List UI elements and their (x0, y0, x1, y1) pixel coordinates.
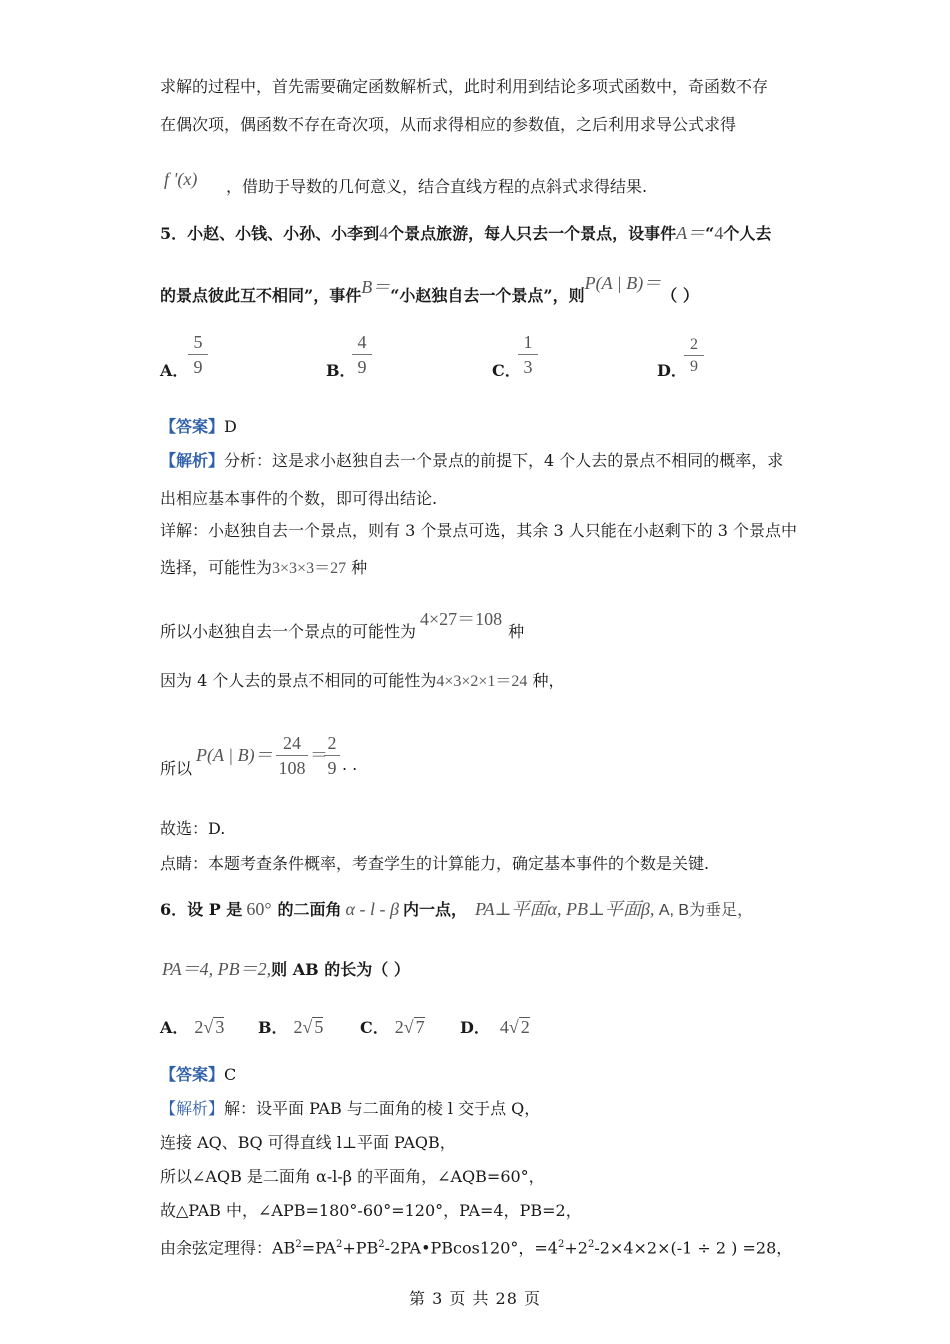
q5-option-a-label: A． (160, 361, 189, 380)
q5-option-b-label: B． (326, 361, 356, 380)
q6-option-a: A． 2√ 3 (160, 1017, 225, 1037)
q5-analysis-line-1: 【解析】分析：这是求小赵独自去一个景点的前提下，4 个人去的景点不相同的概率，求 (160, 451, 784, 470)
q6-option-d: D． 4√ 2 (460, 1017, 530, 1037)
q6-solution-line-2: 连接 AQ、BQ 可得直线 l⊥平面 PAQB， (160, 1133, 456, 1152)
q6-solution-line-1: 【解析】解：设平面 PAB 与二面角的棱 l 交于点 Q， (160, 1099, 541, 1118)
q5-formula-equals: ＝ (310, 745, 328, 765)
q6-solution-line-4: 故△PAB 中，∠APB=180°-60°=120°，PA=4，PB=2， (160, 1201, 582, 1220)
q5-option-d-fraction: 2 9 (684, 336, 704, 375)
q5-option-a-fraction: 5 9 (188, 332, 208, 377)
q5-detail-line-1: 详解：小赵独自去一个景点，则有 3 个景点可选，其余 3 人只能在小赵剩下的 3 个景点中 (160, 521, 798, 540)
q5-option-c-fraction: 1 3 (518, 332, 538, 377)
intro-line-2: 在偶次项，偶函数不存在奇次项，从而求得相应的参数值，之后利用求导公式求得 (160, 115, 737, 134)
q5-detail-line-4: 因为 4 个人去的景点不相同的可能性为4×3×2×1＝24 种， (160, 671, 565, 690)
q5-formula-fraction-2: 2 9 (324, 733, 340, 778)
q5-choose: 故选：D. (160, 819, 226, 838)
derivative-expression: f '(x) (164, 169, 198, 189)
page-footer: 第 3 页 共 28 页 (409, 1289, 541, 1308)
q5-stem-line-2: 的景点彼此互不相同”，事件B＝“小赵独自去一个景点”，则P(A | B)＝（ ） (160, 273, 699, 305)
q6-option-b: B． 2√ 5 (258, 1017, 324, 1037)
intro-line-1: 求解的过程中，首先需要确定函数解析式，此时利用到结论多项式函数中，奇函数不存 (160, 77, 769, 96)
q5-option-b-fraction: 4 9 (352, 332, 372, 377)
q5-formula-lhs: P(A | B)＝ (196, 745, 273, 765)
q5-option-d-label: D． (657, 361, 687, 380)
q5-formula-prefix: 所以 (160, 759, 193, 778)
q5-formula-end: . . (342, 755, 358, 774)
intro-line-3: ，借助于导数的几何意义，结合直线方程的点斜式求得结果. (226, 177, 648, 196)
q5-option-c-label: C． (492, 361, 521, 380)
q5-formula-fraction-1: 24 108 (276, 733, 308, 778)
q6-stem-line-1: 6．设 P 是 60° 的二面角 α - l - β 内一点， PA⊥平面α, PB⊥平面β, A, B为垂足， (160, 899, 754, 919)
q6-option-c: C． 2√ 7 (360, 1017, 425, 1037)
q5-detail-line-2: 选择，可能性为3×3×3＝27 种 (160, 558, 368, 577)
q5-answer: 【答案】D (160, 417, 237, 436)
q6-solution-line-3: 所以∠AQB 是二面角 α-l-β 的平面角，∠AQB=60°， (160, 1167, 545, 1186)
q5-stem-line-1: 5．小赵、小钱、小孙、小李到4个景点旅游，每人只去一个景点，设事件A＝“4个人去 (160, 223, 772, 243)
q6-stem-line-2: PA＝4, PB＝2,则 AB 的长为（ ） (162, 959, 410, 979)
q5-analysis-line-2: 出相应基本事件的个数，即可得出结论. (160, 489, 438, 508)
q6-answer: 【答案】C (160, 1065, 237, 1084)
q5-detail-line-3: 所以小赵独自去一个景点的可能性为4×27＝108种 (160, 609, 525, 641)
q5-comment: 点睛：本题考查条件概率，考查学生的计算能力，确定基本事件的个数是关键. (160, 854, 710, 873)
q6-solution-line-5: 由余弦定理得：$AB^2=PA^2+PB^2-2PA•PBcos120^\circ$，$=4^2+2^2-2\times 4\times 2\times(-1 \div 2$ ) =28， (160, 1238, 793, 1258)
